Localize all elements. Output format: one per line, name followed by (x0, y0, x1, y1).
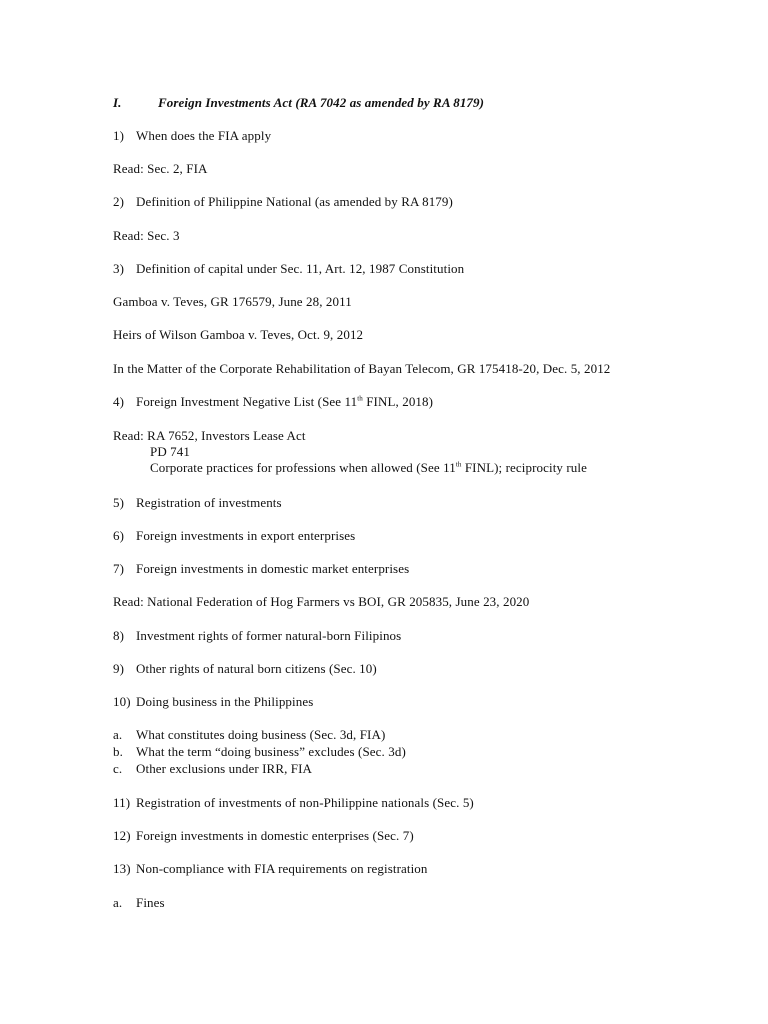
list-item-2 (113, 193, 453, 210)
sub-item-10a (113, 726, 385, 743)
item-text-post: FINL, 2018) (362, 394, 434, 409)
sub-item-10c (113, 760, 312, 777)
read-reference-7: Read: National Federation of Hog Farmers vs BOI, GR 205835, June 23, 2020 (113, 594, 530, 609)
list-item-6 (113, 527, 355, 544)
item-text: What constitutes doing business (Sec. 3d, FIA) (136, 727, 386, 742)
item-letter: b. (113, 744, 123, 759)
item-text: When does the FIA apply (136, 128, 272, 143)
item-text: Investment rights of former natural-born Filipinos (136, 628, 402, 643)
item-text: What the term “doing business” excludes (Sec. 3d) (136, 744, 406, 759)
item-text-pre: Corporate practices for professions when allowed (See 11 (150, 460, 456, 475)
item-letter: a. (113, 727, 123, 742)
list-item-1 (113, 127, 271, 144)
item-number: 13) (113, 861, 131, 876)
item-text-pre: Foreign Investment Negative List (See 11 (136, 394, 358, 409)
item-number: 10) (113, 694, 131, 709)
list-item-7 (113, 560, 409, 577)
item-number: 4) (113, 394, 125, 409)
read-reference-4a: Read: RA 7652, Investors Lease Act (113, 428, 306, 443)
ordinal-suffix: th (357, 394, 363, 403)
read-reference-1: Read: Sec. 2, FIA (113, 161, 208, 176)
item-text: Foreign investments in export enterprises (136, 528, 356, 543)
list-item-8 (113, 627, 401, 644)
item-number: 3) (113, 261, 125, 276)
list-item-12 (113, 827, 414, 844)
list-item-4 (113, 393, 433, 410)
item-text: Other exclusions under IRR, FIA (136, 761, 313, 776)
item-text: Other rights of natural born citizens (Sec. 10) (136, 661, 377, 676)
item-text: Foreign investments in domestic enterprises (Sec. 7) (136, 828, 414, 843)
read-reference-4c (150, 459, 587, 476)
sub-item-10b (113, 743, 406, 760)
case-citation-3: In the Matter of the Corporate Rehabilitation of Bayan Telecom, GR 175418-20, Dec. 5, 2012 (113, 361, 611, 376)
list-item-9 (113, 660, 377, 677)
list-item-5 (113, 494, 282, 511)
item-number: 7) (113, 561, 125, 576)
item-text: Definition of Philippine National (as amended by RA 8179) (136, 194, 453, 209)
read-reference-4b: PD 741 (150, 444, 190, 459)
list-item-10 (113, 693, 313, 710)
item-text: Fines (136, 895, 165, 910)
item-text: Doing business in the Philippines (136, 694, 314, 709)
item-text: Non-compliance with FIA requirements on registration (136, 861, 428, 876)
list-item-13 (113, 860, 428, 877)
list-item-11 (113, 794, 474, 811)
item-number: 9) (113, 661, 125, 676)
item-number: 2) (113, 194, 125, 209)
item-number: 11) (113, 795, 131, 810)
case-citation-2: Heirs of Wilson Gamboa v. Teves, Oct. 9, 2012 (113, 327, 364, 342)
item-number: 1) (113, 128, 125, 143)
case-citation-1: Gamboa v. Teves, GR 176579, June 28, 2011 (113, 294, 352, 309)
item-text: Foreign investments in domestic market enterprises (136, 561, 410, 576)
section-numeral: I. (113, 95, 122, 110)
section-heading (113, 94, 484, 111)
item-text: Registration of investments of non-Philippine nationals (Sec. 5) (136, 795, 474, 810)
item-text-post: FINL); reciprocity rule (461, 460, 587, 475)
item-number: 5) (113, 495, 125, 510)
item-text: Definition of capital under Sec. 11, Art. 12, 1987 Constitution (136, 261, 465, 276)
item-letter: a. (113, 895, 123, 910)
read-reference-2: Read: Sec. 3 (113, 228, 180, 243)
ordinal-suffix: th (455, 460, 462, 469)
item-number: 12) (113, 828, 131, 843)
item-number: 6) (113, 528, 125, 543)
section-title: Foreign Investments Act (RA 7042 as amended by RA 8179) (158, 95, 485, 110)
item-number: 8) (113, 628, 125, 643)
sub-item-13a (113, 894, 165, 911)
list-item-3 (113, 260, 464, 277)
item-text: Registration of investments (136, 495, 282, 510)
item-letter: c. (113, 761, 123, 776)
